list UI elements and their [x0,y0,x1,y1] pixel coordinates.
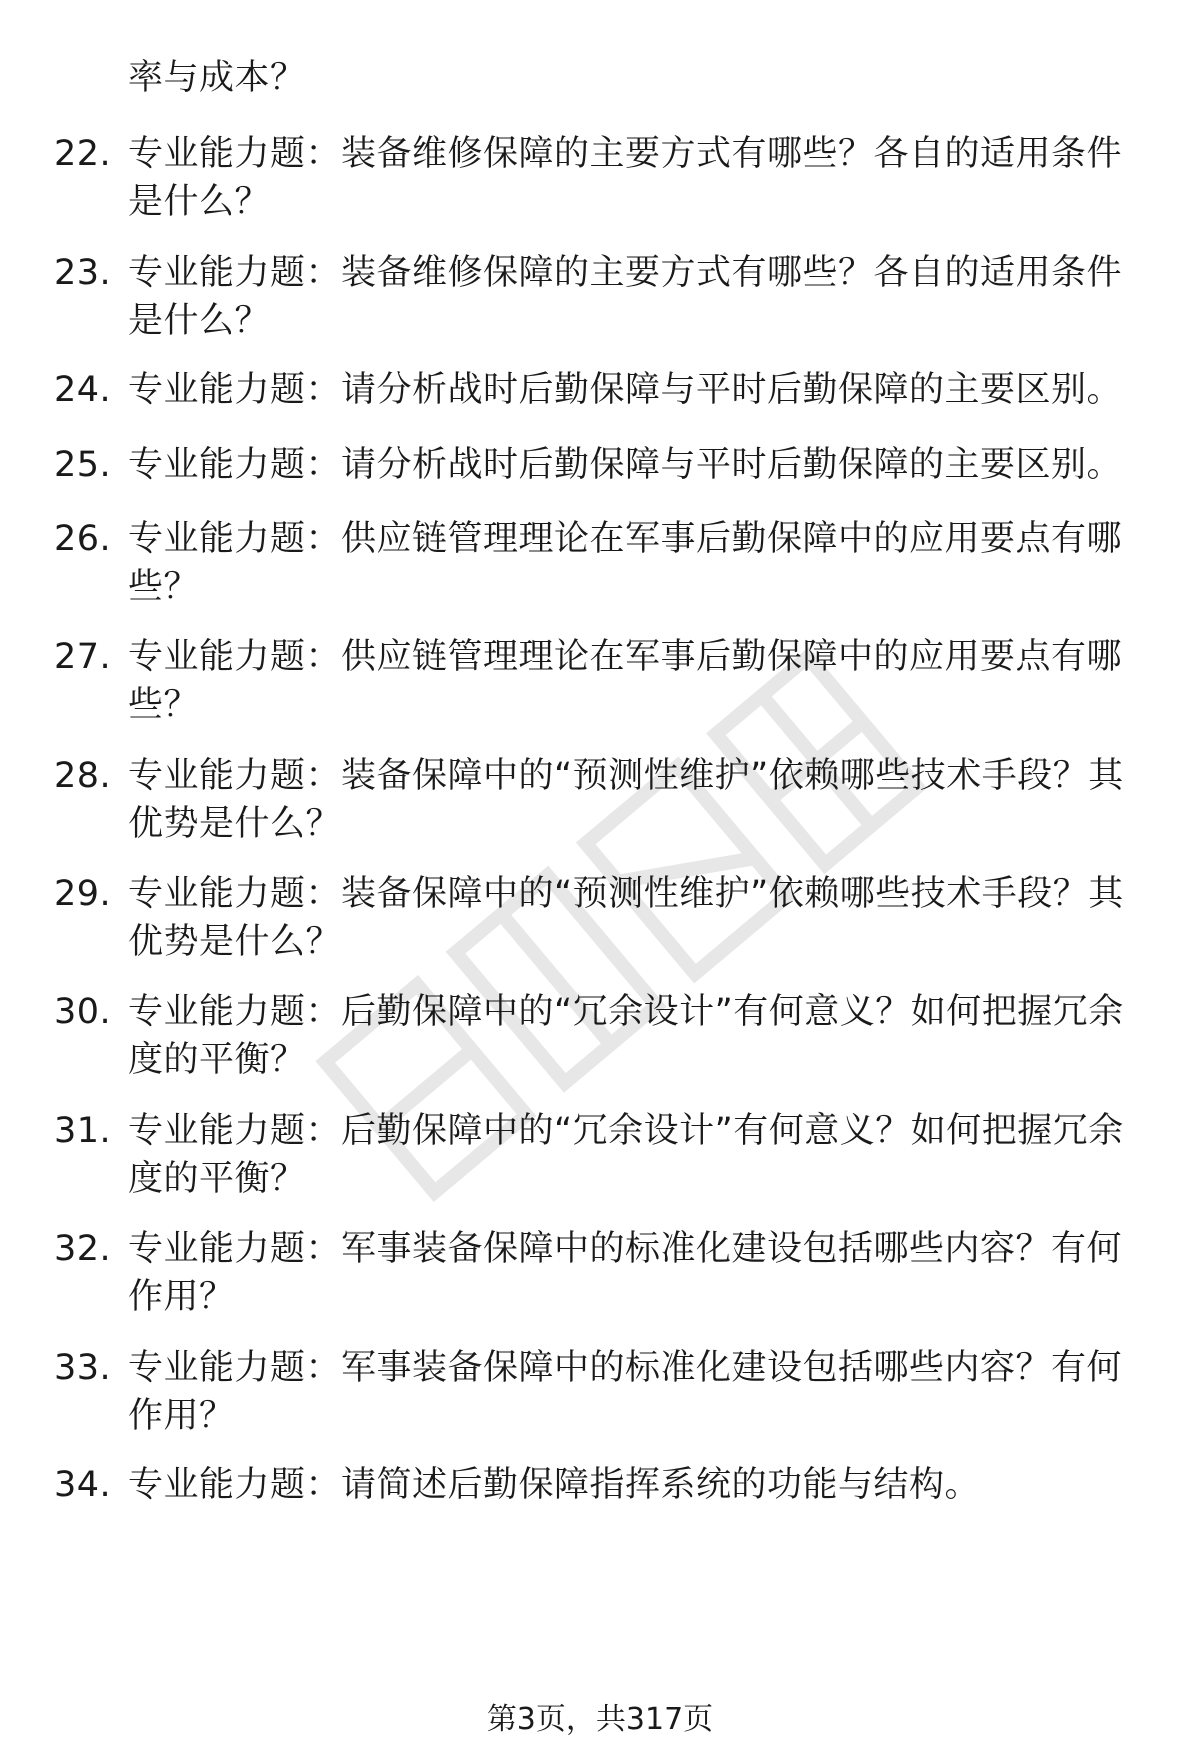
question-text: 专业能力题：供应链管理理论在军事后勤保障中的应用要点有哪些？ [128,519,1123,607]
page-number: 第3页，共317页 [486,1702,714,1737]
question-number: 34. [54,1465,112,1505]
list-item [54,515,1154,611]
question-number: 32. [54,1229,112,1269]
question-text: 专业能力题：装备保障中的“预测性维护”依赖哪些技术手段？其优势是什么？ [128,874,1124,962]
question-number: 26. [54,519,112,559]
question-text: 专业能力题：装备维修保障的主要方式有哪些？各自的适用条件是什么？ [128,134,1123,222]
list-item [54,249,1154,345]
continued-question-text: 率与成本？ [128,58,306,98]
question-number: 30. [54,992,112,1032]
question-text: 专业能力题：后勤保障中的“冗余设计”有何意义？如何把握冗余度的平衡？ [128,1111,1124,1199]
list-item [54,633,1154,729]
list-item [54,1344,1154,1440]
question-text: 专业能力题：装备维修保障的主要方式有哪些？各自的适用条件是什么？ [128,253,1123,341]
question-number: 31. [54,1111,112,1151]
list-item [54,130,1154,226]
question-number: 33. [54,1348,112,1388]
question-number: 22. [54,134,112,174]
question-text: 专业能力题：军事装备保障中的标准化建设包括哪些内容？有何作用？ [128,1348,1123,1436]
list-item [54,366,1154,414]
list-item [54,1107,1154,1203]
list-item [54,870,1154,966]
question-text: 专业能力题：装备保障中的“预测性维护”依赖哪些技术手段？其优势是什么？ [128,756,1124,844]
question-text: 专业能力题：请简述后勤保障指挥系统的功能与结构。 [128,1465,981,1505]
question-number: 25. [54,445,112,485]
list-item [54,752,1154,848]
question-text: 专业能力题：请分析战时后勤保障与平时后勤保障的主要区别。 [128,370,1123,410]
question-number: 29. [54,874,112,914]
question-text: 专业能力题：请分析战时后勤保障与平时后勤保障的主要区别。 [128,445,1123,485]
list-item [54,1225,1154,1321]
question-number: 27. [54,637,112,677]
question-number: 23. [54,253,112,293]
question-text: 专业能力题：军事装备保障中的标准化建设包括哪些内容？有何作用？ [128,1229,1123,1317]
question-text: 专业能力题：后勤保障中的“冗余设计”有何意义？如何把握冗余度的平衡？ [128,992,1124,1080]
question-number: 28. [54,756,112,796]
question-text: 专业能力题：供应链管理理论在军事后勤保障中的应用要点有哪些？ [128,637,1123,725]
list-item [54,441,1154,489]
list-item [54,988,1154,1084]
list-item [54,1461,1154,1509]
question-number: 24. [54,370,112,410]
